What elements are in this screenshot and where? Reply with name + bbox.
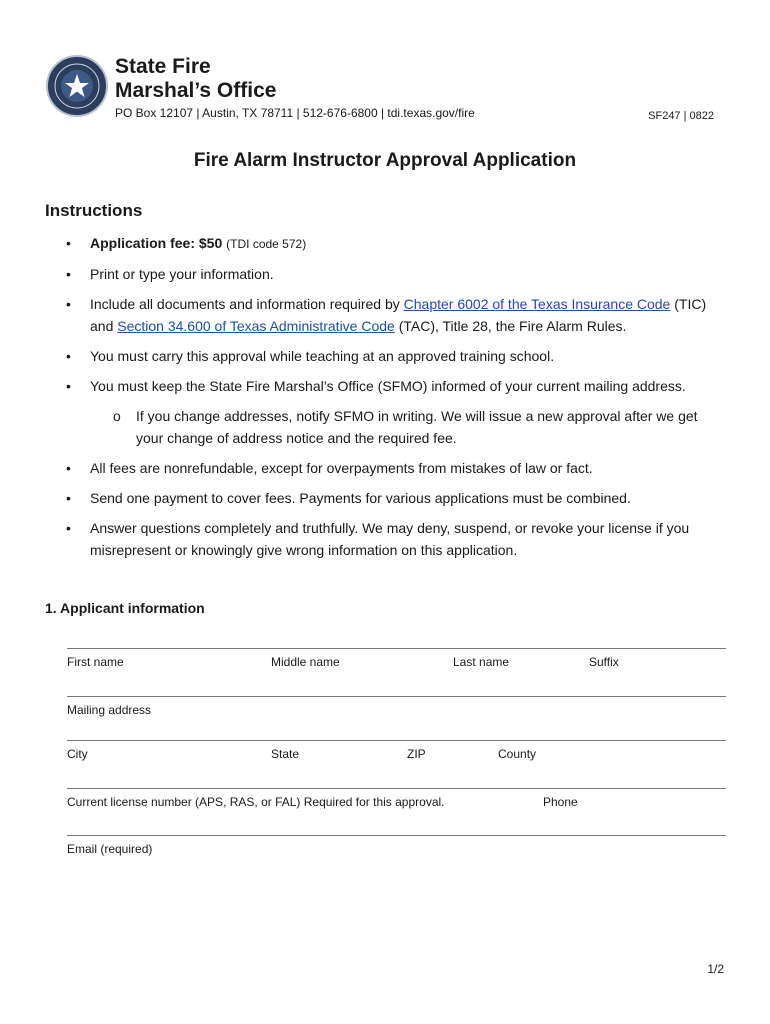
county-field[interactable]: County xyxy=(498,747,537,761)
instruction-text: You must keep the State Fire Marshal’s Office (SFMO) informed of your current mailing address. xyxy=(90,378,686,394)
bullet-icon: • xyxy=(66,378,71,394)
bullet-icon: • xyxy=(66,235,71,251)
list-item xyxy=(45,345,725,367)
name-row xyxy=(67,648,726,697)
instruction-text: (TAC), Title 28, the Fire Alarm Rules. xyxy=(394,318,627,334)
tac-section-link[interactable]: Section 34.600 of Texas Administrative Code xyxy=(117,318,395,334)
middle-name-field[interactable]: Middle name xyxy=(271,655,340,669)
tic-chapter-link[interactable]: Chapter 6002 of the Texas Insurance Code xyxy=(403,296,671,312)
bullet-icon: • xyxy=(66,520,71,536)
list-item xyxy=(45,293,725,337)
city-field[interactable]: City xyxy=(67,747,88,761)
circle-bullet-icon: o xyxy=(113,408,121,424)
bullet-icon: • xyxy=(66,296,71,312)
bullet-icon: • xyxy=(66,266,71,282)
suffix-field[interactable]: Suffix xyxy=(589,655,619,669)
contact-info: PO Box 12107 | Austin, TX 78711 | 512-676-6800 | tdi.texas.gov/fire xyxy=(115,106,475,120)
state-field[interactable]: State xyxy=(271,747,300,761)
bullet-icon: • xyxy=(66,348,71,364)
fee-label: Application fee: $50 xyxy=(90,235,223,251)
location-row xyxy=(67,740,726,789)
bullet-icon: • xyxy=(66,490,71,506)
page-title: Fire Alarm Instructor Approval Application xyxy=(193,150,577,171)
list-item xyxy=(45,232,725,255)
section-heading: 1. Applicant information xyxy=(45,600,205,616)
last-name-field[interactable]: Last name xyxy=(453,655,510,669)
org-name-line1: State Fire xyxy=(115,55,211,78)
license-row xyxy=(67,788,726,836)
list-item xyxy=(45,375,725,397)
instruction-text: Answer questions completely and truthfully. We may deny, suspend, or revoke your license if you misrepresent or knowingly give wrong information on this application. xyxy=(90,520,690,558)
sub-list-item xyxy=(45,405,725,449)
list-item xyxy=(45,457,725,479)
list-item xyxy=(45,263,725,285)
list-item xyxy=(45,487,725,509)
instruction-text: Print or type your information. xyxy=(90,266,274,282)
org-name xyxy=(115,55,276,103)
form-code: SF247 | 0822 xyxy=(648,110,714,122)
phone-field[interactable]: Phone xyxy=(543,795,578,809)
mailing-address-field[interactable]: Mailing address xyxy=(67,703,152,717)
bullet-icon: • xyxy=(66,460,71,476)
instruction-text: Include all documents and information required by xyxy=(90,296,404,312)
email-row xyxy=(67,835,726,876)
zip-field[interactable]: ZIP xyxy=(407,747,426,761)
instructions-list xyxy=(45,232,725,569)
page-number: 1/2 xyxy=(707,962,724,976)
instruction-text: All fees are nonrefundable, except for overpayments from mistakes of law or fact. xyxy=(90,460,593,476)
instruction-text: (TIC) and xyxy=(90,296,707,334)
texas-seal-icon xyxy=(46,55,108,117)
instruction-text: If you change addresses, notify SFMO in writing. We will issue a new approval after we get your change of address notice and the required fee. xyxy=(136,408,698,446)
instructions-heading: Instructions xyxy=(45,201,143,220)
address-row xyxy=(67,696,726,741)
instruction-text: Send one payment to cover fees. Payments for various applications must be combined. xyxy=(90,490,631,506)
fee-note: (TDI code 572) xyxy=(226,237,307,251)
instruction-text: You must carry this approval while teaching at an approved training school. xyxy=(90,348,555,364)
license-number-field[interactable]: Current license number (APS, RAS, or FAL) Required for this approval. xyxy=(67,795,445,809)
email-field[interactable]: Email (required) xyxy=(67,842,153,856)
org-name-line2: Marshal’s Office xyxy=(115,79,277,102)
first-name-field[interactable]: First name xyxy=(67,655,124,669)
list-item xyxy=(45,517,725,561)
